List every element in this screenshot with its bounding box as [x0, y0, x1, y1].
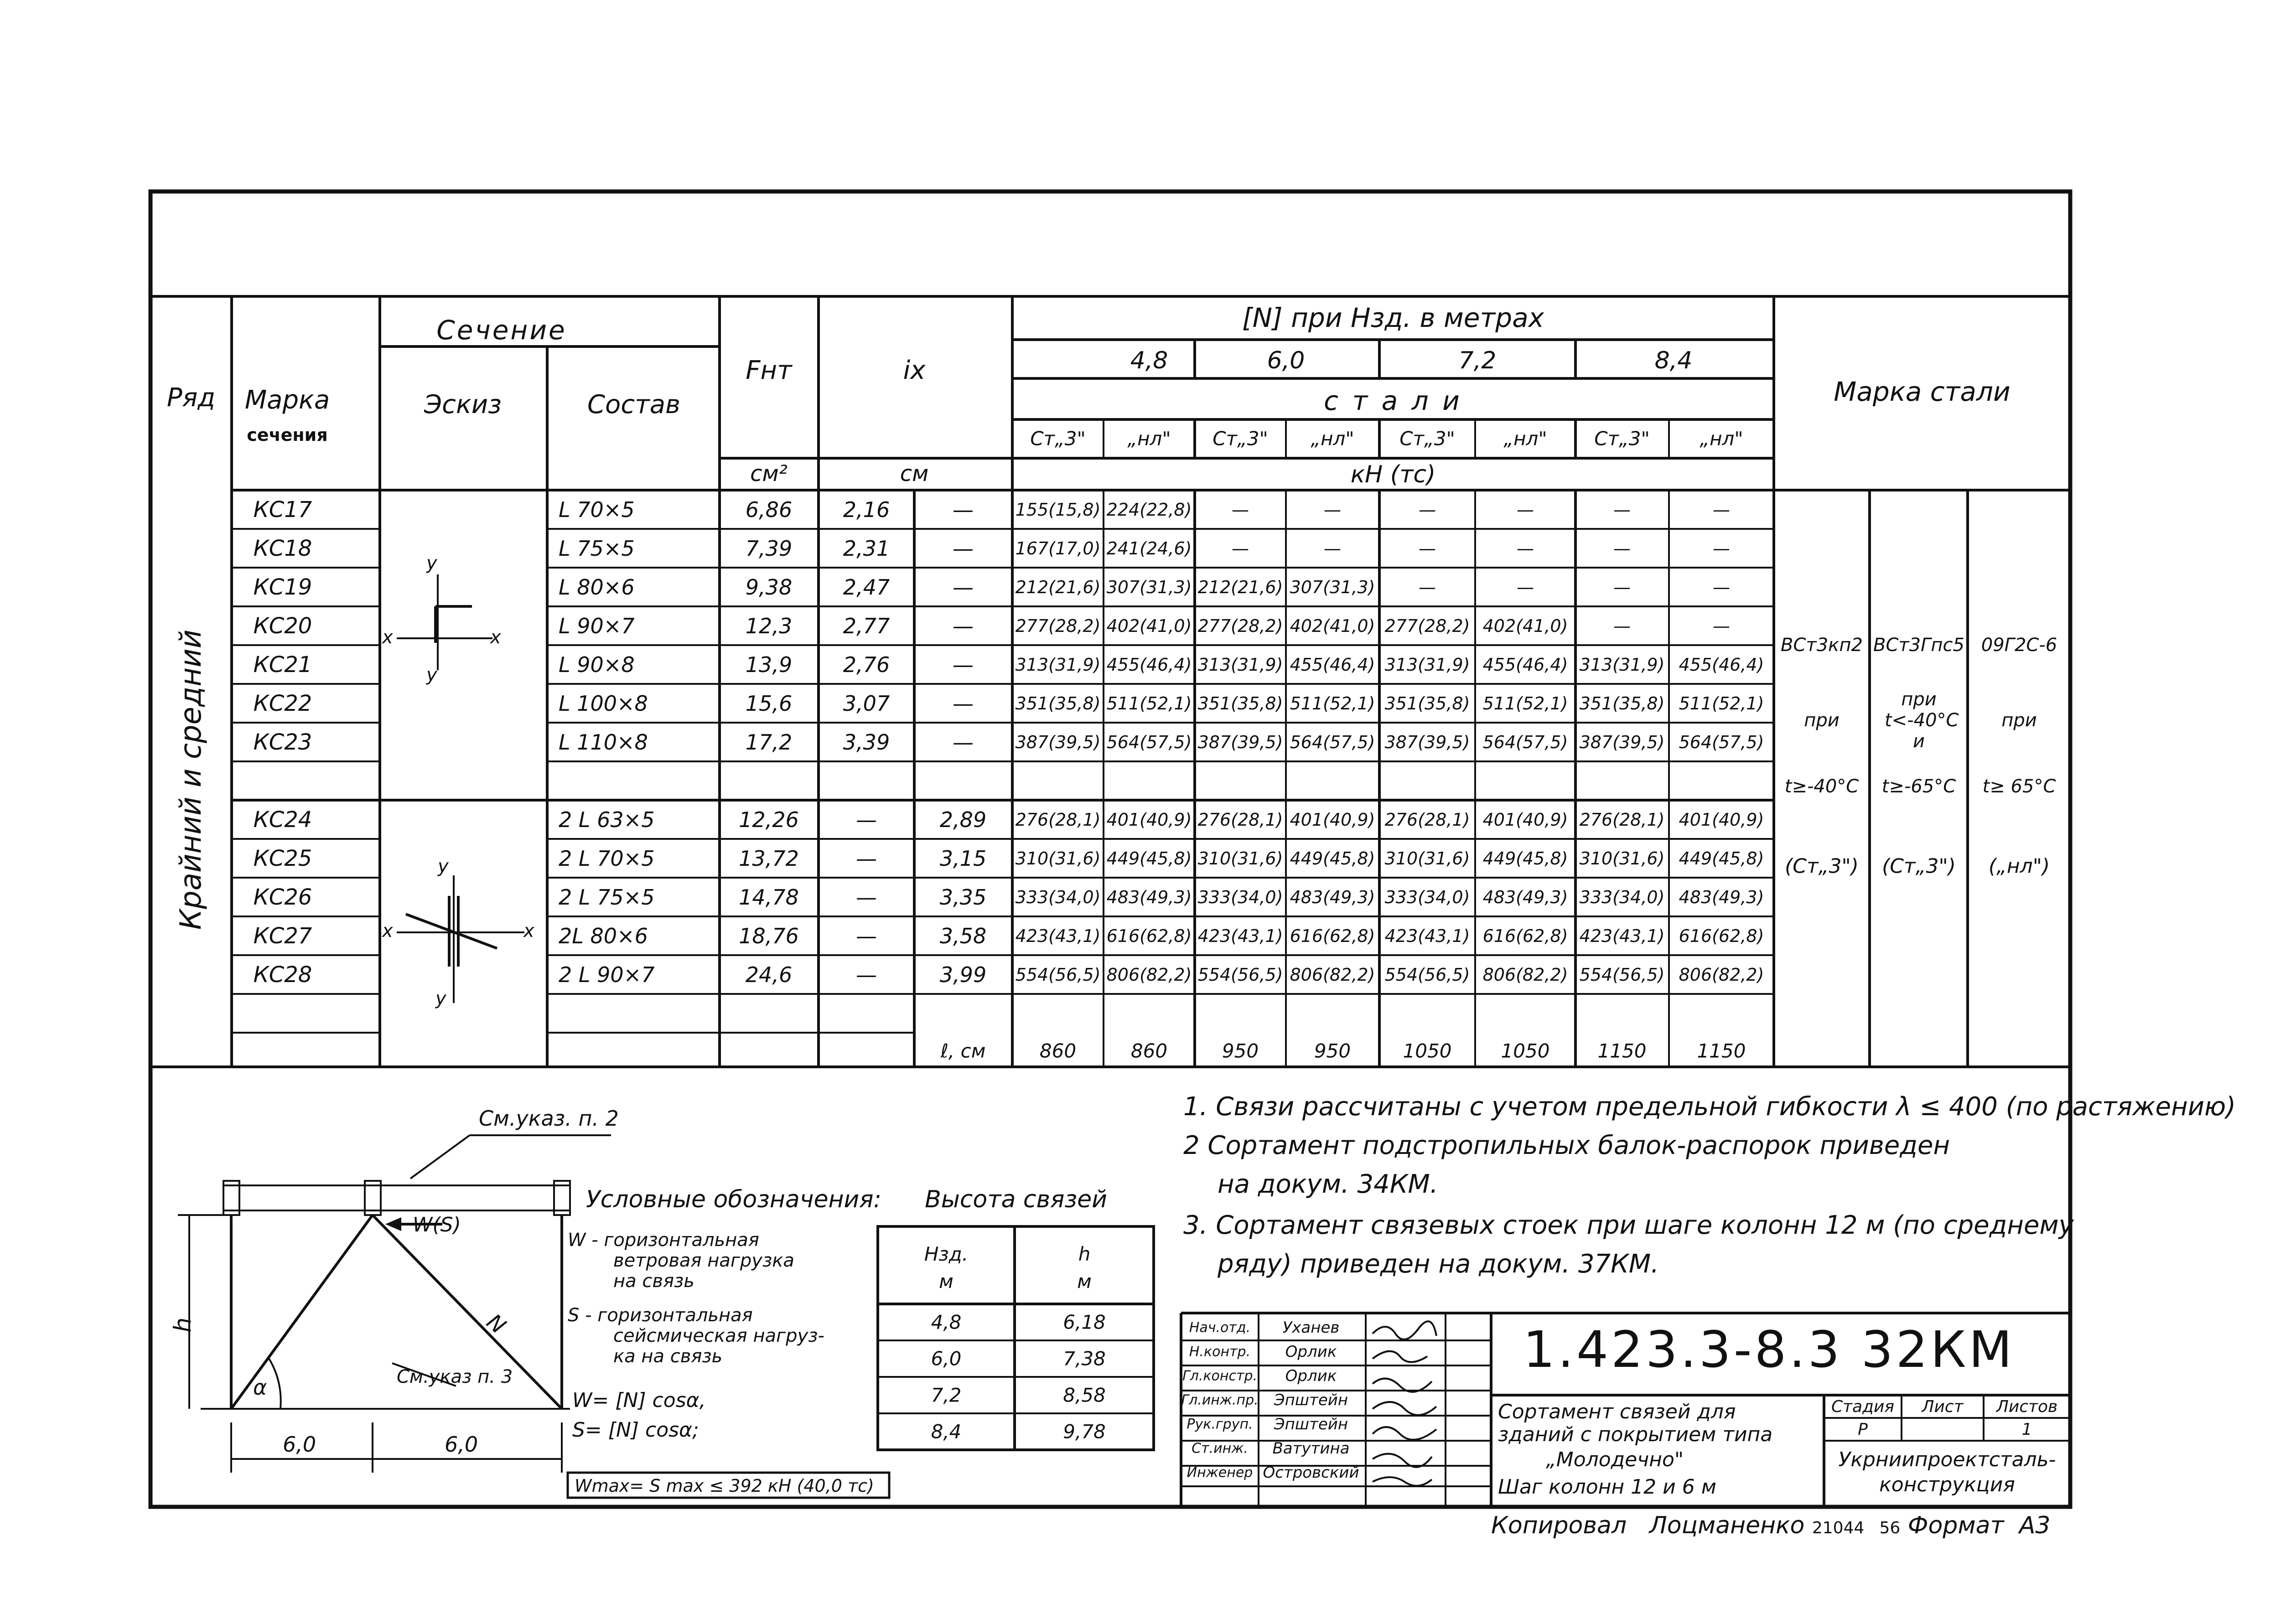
dim-right: 6,0 [445, 1432, 478, 1457]
legend-s-line3: ка на связь [613, 1346, 723, 1367]
row-composition: L 75×5 [559, 536, 635, 561]
length-value: 1150 [1697, 1040, 1746, 1062]
row-force-value: 616(62,8) [1482, 926, 1568, 946]
title-line1: Сортамент связей для [1498, 1400, 1736, 1423]
row-force-value: 313(31,9) [1015, 655, 1101, 675]
row-force-value: 564(57,5) [1290, 732, 1375, 752]
title-line3: „Молодечно" [1546, 1448, 1684, 1471]
row-force-value: 511(52,1) [1290, 693, 1375, 714]
unit-force: кН (тс) [1350, 461, 1436, 488]
legend-s-line2: сейсмическая нагруз- [613, 1325, 824, 1346]
steel-type-1: „нл" [1127, 427, 1171, 450]
row-force-value: — [1324, 500, 1341, 520]
row-force-value: 310(31,6) [1579, 848, 1665, 869]
row-force-value: 483(49,3) [1106, 887, 1192, 907]
row-force-value: 387(39,5) [1015, 732, 1101, 752]
steel-grade: ВСт3кп2 [1781, 635, 1863, 656]
row-force-value: 351(35,8) [1579, 693, 1665, 714]
title-line4: Шаг колонн 12 и 6 м [1498, 1475, 1716, 1499]
row-radius-1: — [856, 846, 877, 871]
signature-role: Нач.отд. [1189, 1319, 1251, 1336]
signature-role: Н.контр. [1189, 1344, 1251, 1360]
row-force-value: 387(39,5) [1384, 732, 1470, 752]
row-area: 9,38 [745, 575, 793, 600]
double-angle-sketch [397, 875, 524, 1003]
steel-grade: 09Г2С-6 [1981, 635, 2057, 656]
row-force-value: 401(40,9) [1482, 810, 1568, 830]
row-composition: L 110×8 [559, 730, 648, 755]
row-radius-1: — [856, 885, 877, 910]
row-force-value: — [1419, 577, 1436, 597]
steel-grade-type: („нл") [1988, 854, 2050, 878]
table-row-mark: КС26 [253, 884, 312, 910]
row-group-label: Крайний и средний [174, 629, 208, 930]
row-force-value: 333(34,0) [1197, 887, 1283, 907]
row-force-value: 564(57,5) [1482, 732, 1568, 752]
row-radius-2: — [953, 652, 974, 677]
row-radius-1: 3,07 [843, 691, 890, 716]
row-composition: 2 L 75×5 [559, 885, 655, 910]
steel-type-0: Ст„3" [1030, 427, 1086, 450]
row-composition: L 80×6 [559, 575, 635, 600]
row-force-value: 455(46,4) [1290, 655, 1375, 675]
height-table [878, 1226, 1154, 1450]
row-radius-1: 2,16 [843, 497, 890, 522]
height-table-col1: Нзд. [924, 1243, 969, 1265]
axis-label-y: y [438, 856, 449, 877]
length-value: 1050 [1501, 1040, 1550, 1062]
row-force-value: 402(41,0) [1482, 616, 1568, 636]
height-6-0: 6,0 [1267, 347, 1305, 374]
row-force-value: 449(45,8) [1106, 848, 1192, 869]
table-row-mark: КС24 [253, 807, 312, 833]
row-force-value: 806(82,2) [1290, 965, 1375, 985]
dim-left: 6,0 [283, 1432, 316, 1457]
radius-header: ix [903, 356, 926, 385]
sheet-label: Лист [1922, 1397, 1964, 1416]
row-radius-2: — [953, 730, 974, 755]
steel-grade-cond: при t<-40°С и [1885, 689, 1959, 752]
signature-name: Уханев [1282, 1319, 1340, 1337]
legend-w-line1: W - горизонтальная [568, 1230, 759, 1251]
row-force-value: 313(31,9) [1197, 655, 1283, 675]
row-force-value: 276(28,1) [1579, 810, 1665, 830]
force-header: [N] при Нзд. в метрах [1242, 302, 1544, 333]
row-force-value: 276(28,1) [1384, 810, 1470, 830]
row-force-value: 564(57,5) [1106, 732, 1192, 752]
steel-header: с т а л и [1324, 385, 1462, 416]
length-value: 1150 [1597, 1040, 1647, 1062]
row-area: 7,39 [745, 536, 793, 561]
row-force-value: 616(62,8) [1290, 926, 1375, 946]
row-area: 6,86 [745, 497, 793, 522]
row-radius-1: — [856, 807, 877, 832]
load-label: W(S) [413, 1213, 461, 1236]
steel-grade-type: (Ст„3") [1785, 854, 1859, 878]
steel-grade-cond: при [1804, 710, 1840, 731]
steel-type-2: Ст„3" [1213, 427, 1268, 450]
axis-label-x: x [523, 921, 534, 941]
row-area: 24,6 [745, 962, 793, 987]
height-4-8: 4,8 [1130, 347, 1168, 374]
table-row-mark: КС25 [253, 846, 312, 871]
steel-grade-temp: t≥-40°С [1784, 776, 1859, 797]
row-force-value: — [1613, 538, 1631, 559]
w-formula: W= [N] cosα, [572, 1389, 706, 1412]
height-table-h: 9,78 [1063, 1420, 1106, 1443]
row-force-value: — [1713, 538, 1730, 559]
row-area: 15,6 [745, 691, 793, 716]
height-table-h: 7,38 [1063, 1347, 1106, 1370]
row-radius-1: 2,31 [843, 536, 890, 561]
row-radius-2: — [953, 691, 974, 716]
footer-copied [1491, 1514, 2051, 1537]
note-2-cont: на докум. 34КМ. [1218, 1169, 1438, 1199]
row-force-value: 449(45,8) [1679, 848, 1764, 869]
row-radius-1: — [856, 924, 877, 948]
steel-grade-cond: при [2001, 710, 2037, 731]
row-force-value: 310(31,6) [1197, 848, 1283, 869]
row-radius-1: 2,76 [843, 652, 890, 677]
height-table-hzd: 8,4 [931, 1420, 962, 1443]
row-force-value: 313(31,9) [1579, 655, 1665, 675]
length-value: 1050 [1403, 1040, 1452, 1062]
signature-role: Гл.констр. [1182, 1368, 1258, 1384]
signature-role: Инженер [1187, 1464, 1253, 1481]
row-force-value: 449(45,8) [1482, 848, 1568, 869]
steel-type-5: „нл" [1503, 427, 1547, 450]
row-composition: 2 L 90×7 [559, 962, 655, 987]
table-row-mark: КС28 [253, 962, 312, 988]
sheets-label: Листов [1996, 1397, 2058, 1416]
section-header: Сечение [436, 315, 567, 346]
note-1: 1. Связи рассчитаны с учетом предельной гибкости λ ≤ 400 (по растяжению) [1183, 1092, 2236, 1122]
s-formula: S= [N] cosα; [572, 1418, 699, 1442]
length-label: ℓ, см [940, 1040, 986, 1062]
row-radius-2: — [953, 497, 974, 522]
row-force-value: 277(28,2) [1015, 616, 1101, 636]
row-radius-2: — [953, 614, 974, 638]
copied-label: Копировал [1491, 1512, 1627, 1539]
row-force-value: 351(35,8) [1384, 693, 1470, 714]
axis-label-x: x [382, 627, 393, 648]
row-force-value: 333(34,0) [1015, 887, 1101, 907]
table-row-mark: КС20 [253, 613, 312, 639]
axis-label-x: x [490, 627, 501, 648]
area-header: Fнт [746, 356, 792, 385]
row-force-value: 155(15,8) [1015, 500, 1101, 520]
row-radius-1: 2,77 [843, 614, 890, 638]
signature-name: Орлик [1285, 1343, 1337, 1361]
steel-grade: ВСт3Гпс5 [1873, 635, 1964, 656]
row-force-value: 483(49,3) [1482, 887, 1568, 907]
row-force-value: 449(45,8) [1290, 848, 1375, 869]
row-force-value: 554(56,5) [1579, 965, 1665, 985]
row-force-value: 564(57,5) [1679, 732, 1764, 752]
row-composition: 2 L 63×5 [559, 807, 655, 832]
row-force-value: 307(31,3) [1290, 577, 1375, 597]
length-value: 860 [1130, 1040, 1168, 1062]
row-radius-2: 2,89 [939, 807, 987, 832]
signature-role: Гл.инж.пр. [1181, 1392, 1259, 1408]
row-force-value: 511(52,1) [1679, 693, 1764, 714]
steel-grade-temp: t≥ 65°С [1982, 776, 2056, 797]
row-force-value: 511(52,1) [1106, 693, 1192, 714]
row-composition: L 100×8 [559, 691, 648, 716]
row-composition: L 90×8 [559, 652, 635, 677]
steel-type-6: Ст„3" [1594, 427, 1650, 450]
axis-label-x: x [382, 921, 393, 941]
row-force-value: 554(56,5) [1384, 965, 1470, 985]
unit-radius: см [900, 461, 929, 486]
row-force-value: — [1713, 500, 1730, 520]
row-composition: 2L 80×6 [559, 924, 648, 948]
row-area: 12,26 [739, 807, 799, 832]
mark-subheader: сечения [247, 425, 328, 445]
row-force-value: 511(52,1) [1482, 693, 1568, 714]
row-area: 13,72 [739, 846, 799, 871]
signature-name: Орлик [1285, 1367, 1337, 1385]
row-force-value: 806(82,2) [1106, 965, 1192, 985]
row-radius-2: 3,35 [939, 885, 987, 910]
unit-area: см² [750, 461, 788, 486]
row-radius-1: 3,39 [843, 730, 890, 755]
angle-label: α [253, 1375, 267, 1400]
row-force-value: — [1613, 577, 1631, 597]
signature-name: Ватутина [1272, 1439, 1350, 1458]
row-area: 17,2 [745, 730, 793, 755]
row-force-value: 167(17,0) [1015, 538, 1101, 559]
height-table-hzd: 7,2 [931, 1384, 962, 1407]
table-row-mark: КС17 [253, 497, 312, 522]
row-force-value: — [1232, 500, 1249, 520]
row-force-value: 423(43,1) [1015, 926, 1101, 946]
row-composition: L 90×7 [559, 614, 635, 638]
doc-code: 1.423.3-8.3 32КМ [1523, 1320, 2015, 1379]
row-radius-1: — [856, 962, 877, 987]
table-row-mark: КС19 [253, 574, 312, 600]
row-force-value: 423(43,1) [1384, 926, 1470, 946]
row-force-value: 277(28,2) [1384, 616, 1470, 636]
row-force-value: — [1419, 538, 1436, 559]
format-label: Формат [1907, 1512, 2004, 1539]
mark-header: Марка [244, 385, 330, 415]
composition-header: Состав [587, 390, 681, 419]
row-force-value: 351(35,8) [1015, 693, 1101, 714]
height-table-h: 6,18 [1063, 1311, 1106, 1334]
row-force-value: 351(35,8) [1197, 693, 1283, 714]
row-force-value: 276(28,1) [1197, 810, 1283, 830]
signature-name: Эпштейн [1274, 1415, 1348, 1433]
height-table-col2-unit: м [1077, 1270, 1092, 1293]
axis-label-y: y [435, 988, 446, 1009]
row-area: 14,78 [739, 885, 799, 910]
row-area: 18,76 [739, 924, 799, 948]
org-line1: Укрниипроектсталь- [1838, 1448, 2056, 1471]
row-radius-2: 3,99 [939, 962, 987, 987]
row-force-value: 554(56,5) [1197, 965, 1283, 985]
row-radius-2: — [953, 536, 974, 561]
row-force-value: 307(31,3) [1106, 577, 1192, 597]
diagram-ref-1: См.указ. п. 2 [479, 1106, 619, 1131]
row-radius-1: 2,47 [843, 575, 890, 600]
row-force-value: 806(82,2) [1679, 965, 1764, 985]
row-force-value: 387(39,5) [1197, 732, 1283, 752]
row-force-value: 455(46,4) [1106, 655, 1192, 675]
steel-type-7: „нл" [1700, 427, 1743, 450]
legend-w-line2: ветровая нагрузка [613, 1250, 794, 1271]
row-force-value: — [1713, 577, 1730, 597]
row-radius-2: — [953, 575, 974, 600]
org-line2: конструкция [1879, 1473, 2015, 1496]
row-force-value: 423(43,1) [1579, 926, 1665, 946]
row-force-value: — [1713, 616, 1730, 636]
height-table-hzd: 4,8 [931, 1311, 962, 1334]
row-force-value: — [1517, 538, 1534, 559]
row-force-value: 401(40,9) [1106, 810, 1192, 830]
legend-w-line3: на связь [613, 1271, 694, 1292]
height-table-h: 8,58 [1063, 1384, 1106, 1407]
row-area: 12,3 [745, 614, 793, 638]
height-table-hzd: 6,0 [931, 1347, 962, 1370]
signature-role: Рук.груп. [1187, 1416, 1253, 1433]
row-force-value: — [1419, 500, 1436, 520]
row-force-value: 277(28,2) [1197, 616, 1283, 636]
row-force-value: 276(28,1) [1015, 810, 1101, 830]
row-force-value: 401(40,9) [1290, 810, 1375, 830]
note-2: 2 Сортамент подстропильных балок-распорок приведен [1183, 1131, 1950, 1160]
height-label: h [169, 1317, 197, 1333]
wmax-box: Wmax= S max ≤ 392 кН (40,0 тс) [575, 1476, 874, 1496]
row-force-value: 212(21,6) [1015, 577, 1101, 597]
height-table-title: Высота связей [925, 1186, 1107, 1213]
row-force-value: 224(22,8) [1106, 500, 1192, 520]
row-force-value: 455(46,4) [1679, 655, 1764, 675]
table-row-mark: КС27 [253, 923, 312, 949]
signature-name: Эпштейн [1274, 1391, 1348, 1409]
axis-label-y: y [426, 553, 437, 574]
copied-by: Лоцманенко [1649, 1512, 1805, 1539]
footer-number: 21044 [1812, 1519, 1865, 1537]
row-force-value: — [1613, 500, 1631, 520]
table-row-mark: КС21 [253, 652, 312, 678]
row-force-value: 313(31,9) [1384, 655, 1470, 675]
force-label: N [482, 1309, 511, 1339]
row-force-value: — [1232, 538, 1249, 559]
legend-title: Условные обозначения: [586, 1186, 882, 1213]
row-force-value: 483(49,3) [1679, 887, 1764, 907]
height-8-4: 8,4 [1654, 347, 1693, 374]
row-force-value: 310(31,6) [1384, 848, 1470, 869]
row-force-value: 423(43,1) [1197, 926, 1283, 946]
title-line2: зданий с покрытием типа [1498, 1423, 1773, 1446]
row-radius-2: 3,15 [939, 846, 987, 871]
single-angle-sketch [397, 574, 492, 670]
row-force-value: 402(41,0) [1106, 616, 1192, 636]
format-value: А3 [2019, 1512, 2051, 1539]
row-force-value: — [1613, 616, 1631, 636]
row-composition: L 70×5 [559, 497, 635, 522]
sketch-header: Эскиз [424, 390, 502, 419]
table-row-mark: КС18 [253, 536, 312, 561]
row-header: Ряд [166, 383, 216, 413]
sheets-value: 1 [2021, 1420, 2032, 1439]
table-row-mark: КС22 [253, 691, 312, 716]
row-force-value: 212(21,6) [1197, 577, 1283, 597]
row-force-value: — [1324, 538, 1341, 559]
row-force-value: — [1517, 577, 1534, 597]
table-row-mark: КС23 [253, 729, 312, 755]
height-table-col2: h [1078, 1243, 1091, 1265]
signature-name: Островский [1263, 1464, 1359, 1482]
row-composition: 2 L 70×5 [559, 846, 655, 871]
height-7-2: 7,2 [1458, 347, 1497, 374]
row-force-value: 616(62,8) [1679, 926, 1764, 946]
legend-s-line1: S - горизонтальная [568, 1305, 753, 1326]
length-value: 950 [1222, 1040, 1259, 1062]
bracing-diagram [178, 1135, 611, 1473]
row-force-value: — [1517, 500, 1534, 520]
row-force-value: 402(41,0) [1290, 616, 1375, 636]
row-force-value: 333(34,0) [1579, 887, 1665, 907]
row-force-value: 616(62,8) [1106, 926, 1192, 946]
row-force-value: 806(82,2) [1482, 965, 1568, 985]
row-force-value: 483(49,3) [1290, 887, 1375, 907]
axis-label-y: y [426, 664, 437, 685]
stage-label: Стадия [1831, 1397, 1895, 1416]
note-3-cont: ряду) приведен на докум. 37КМ. [1218, 1249, 1659, 1279]
height-table-col1-unit: м [939, 1270, 953, 1293]
row-force-value: 333(34,0) [1384, 887, 1470, 907]
row-force-value: 401(40,9) [1679, 810, 1764, 830]
stage-value: Р [1858, 1420, 1868, 1439]
row-force-value: 241(24,6) [1106, 538, 1192, 559]
footer-page: 56 [1879, 1519, 1901, 1537]
row-force-value: 387(39,5) [1579, 732, 1665, 752]
row-area: 13,9 [745, 652, 793, 677]
signature-role: Ст.инж. [1192, 1440, 1248, 1457]
steel-grade-type: (Ст„3") [1882, 854, 1956, 878]
row-force-value: 554(56,5) [1015, 965, 1101, 985]
row-radius-2: 3,58 [939, 924, 987, 948]
signatures-scribbles [1373, 1321, 1436, 1486]
steel-type-4: Ст„3" [1399, 427, 1455, 450]
steel-grade-header: Марка стали [1834, 376, 2011, 407]
diagram-ref-2: См.указ п. 3 [397, 1366, 513, 1387]
note-3: 3. Сортамент связевых стоек при шаге колонн 12 м (по среднему [1183, 1210, 2074, 1240]
row-force-value: 455(46,4) [1482, 655, 1568, 675]
length-value: 860 [1039, 1040, 1077, 1062]
row-force-value: 310(31,6) [1015, 848, 1101, 869]
steel-type-3: „нл" [1311, 427, 1354, 450]
steel-grade-temp: t≥-65°С [1881, 776, 1956, 797]
length-value: 950 [1314, 1040, 1351, 1062]
